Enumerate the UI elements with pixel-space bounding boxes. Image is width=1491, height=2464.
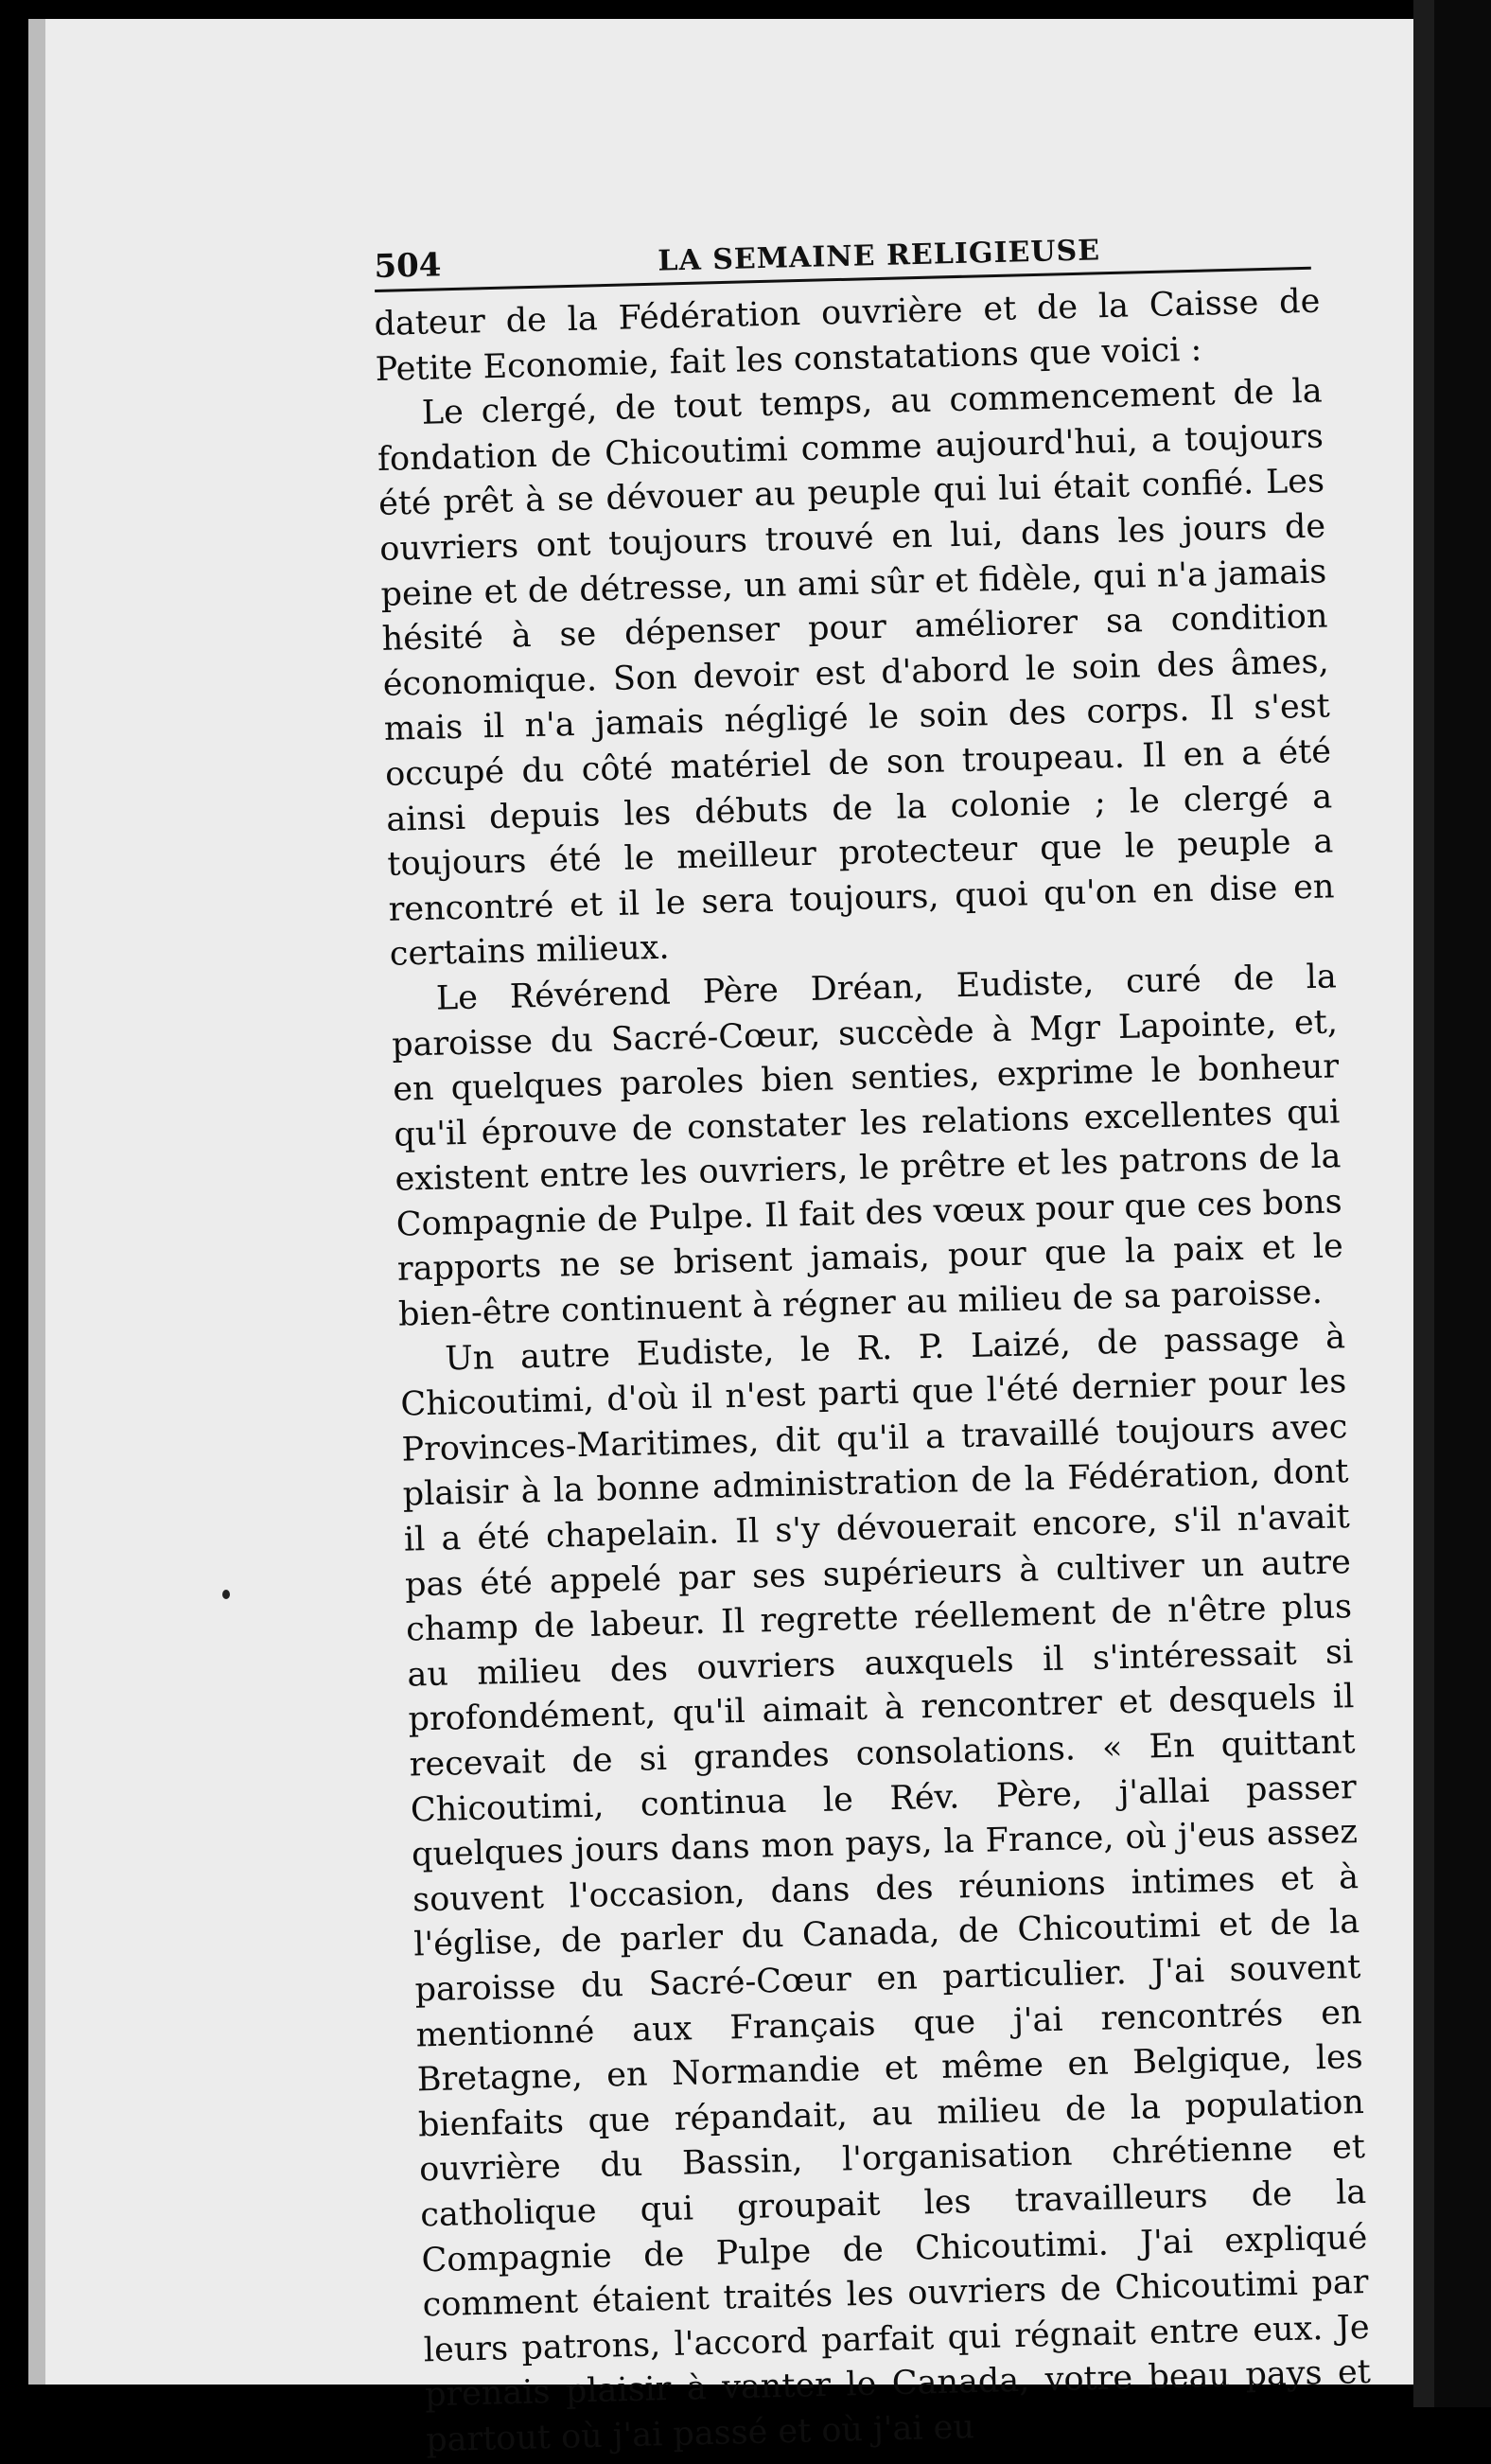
scan-speck: [222, 1590, 230, 1599]
binding-strip: [1434, 0, 1491, 2407]
body-text: [374, 280, 1373, 2464]
paragraph-3: Le Révérend Père Dréan, Eudiste, curé de la paroisse du Sacré-Cœur, succède à Mgr Lapointe, et, en quelques paroles bien senties, exprime le bonheur qu'il éprouve de constater les relations excellentes qui existent entre les ouvriers, le prêtre et les patrons de la Compagnie de Pulpe. Il fait des vœux pour que ces bons rapports ne se brisent jamais, pour que la paix et le bien-être continuent à régner au milieu de sa paroisse.: [391, 958, 1344, 1334]
running-head: LA SEMAINE RELIGIEUSE: [658, 234, 1101, 278]
paragraph-2: Le clergé, de tout temps, au commencement de la fondation de Chicoutimi comme aujourd'hui, a toujours été prêt à se dévouer au peuple qui lui était confié. Les ouvriers ont toujours trouvé en lui, dans les jours de peine et de détresse, un ami sûr et fidèle, qui n'a jamais hésité à se dépenser pour améliorer sa condition économique. Son devoir est d'abord le soin des âmes, mais il n'a jamais négligé le soin des corps. Il s'est occupé du côté matériel de son troupeau. Il en a été ainsi depuis les débuts de la colonie ; le clergé a toujours été le meilleur protecteur que le peuple a rencontré et il le sera toujours, quoi qu'on en dise en certains milieux.: [377, 372, 1335, 975]
paragraph-1: dateur de la Fédération ouvrière et de la Caisse de Petite Economie, fait les constatations que voici :: [374, 282, 1321, 389]
page-number: 504: [374, 246, 442, 286]
paragraph-4: Un autre Eudiste, le R. P. Laizé, de passage à Chicoutimi, d'où il n'est parti que l'été dernier pour les Provinces-Maritimes, dit qu'il a travaillé toujours avec plaisir à la bonne administration de la Fédération, dont il a été chapelain. Il s'y dévouerait encore, s'il n'avait pas été appelé par ses supérieurs à cultiver un autre champ de labeur. Il regrette réellement de n'être plus au milieu des ouvriers auxquels il s'intéressait si profondément, qu'il aimait à rencontrer et desquels il recevait de si grandes consolations. « En quittant Chicoutimi, continua le Rév. Père, j'allai passer quelques jours dans mon pays, la France, où j'eus assez souvent l'occasion, dans des réunions intimes et à l'église, de parler du Canada, de Chicoutimi et de la paroisse du Sacré-Cœur en particulier. J'ai souvent mentionné aux Français que j'ai rencontrés en Bretagne, en Normandie et même en Belgique, les bienfaits que répandait, au milieu de la population ouvrière du Bassin, l'organisation chrétienne et catholique qui groupait les travailleurs de la Compagnie de Pulpe de Chicoutimi. J'ai expliqué comment étaient traités les ouvriers de Chicoutimi par leurs patrons, l'accord parfait qui régnait entre eux. Je prenais plaisir à vanter le Canada, votre beau pays et partout où j'ai passé et où j'ai eu: [399, 1317, 1372, 2460]
page-edge-shadow: [1413, 0, 1434, 2407]
